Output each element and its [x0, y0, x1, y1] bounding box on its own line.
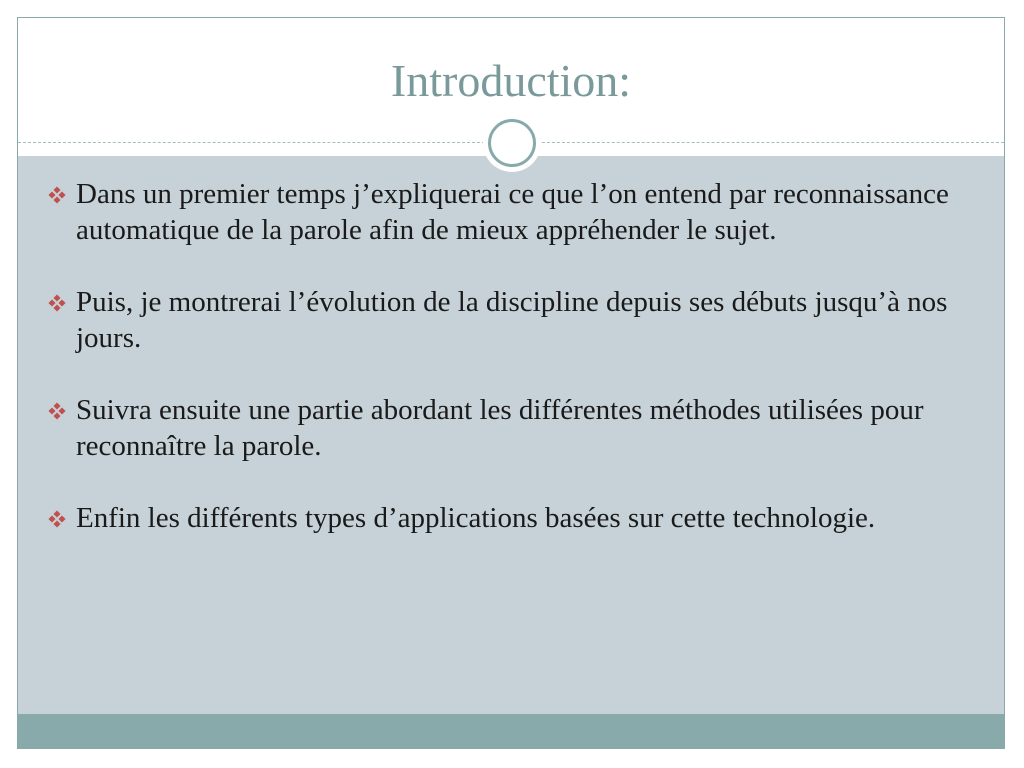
slide [17, 17, 1005, 749]
bullet-list [48, 176, 988, 572]
diamond-bullet-icon [48, 294, 66, 312]
ring-ornament-icon [488, 119, 536, 167]
diamond-bullet-icon [48, 186, 66, 204]
slide-title: Introduction: [390, 55, 632, 106]
bullet-text: Enfin les différents types d’applications basées sur cette technologie. [76, 502, 876, 534]
bullet-item [48, 284, 988, 356]
bullet-item [48, 392, 988, 464]
bullet-text: Dans un premier temps j’expliquerai ce que l’on entend par reconnaissance automatique de la parole afin de mieux appréhender le sujet. [76, 178, 949, 246]
bullet-item [48, 500, 988, 536]
bullet-text: Suivra ensuite une partie abordant les différentes méthodes utilisées pour reconnaître la parole. [76, 394, 924, 462]
bullet-item [48, 176, 988, 248]
footer-accent-bar [18, 714, 1004, 748]
bullet-text: Puis, je montrerai l’évolution de la discipline depuis ses débuts jusqu’à nos jours. [76, 286, 948, 354]
diamond-bullet-icon [48, 402, 66, 420]
diamond-bullet-icon [48, 510, 66, 528]
